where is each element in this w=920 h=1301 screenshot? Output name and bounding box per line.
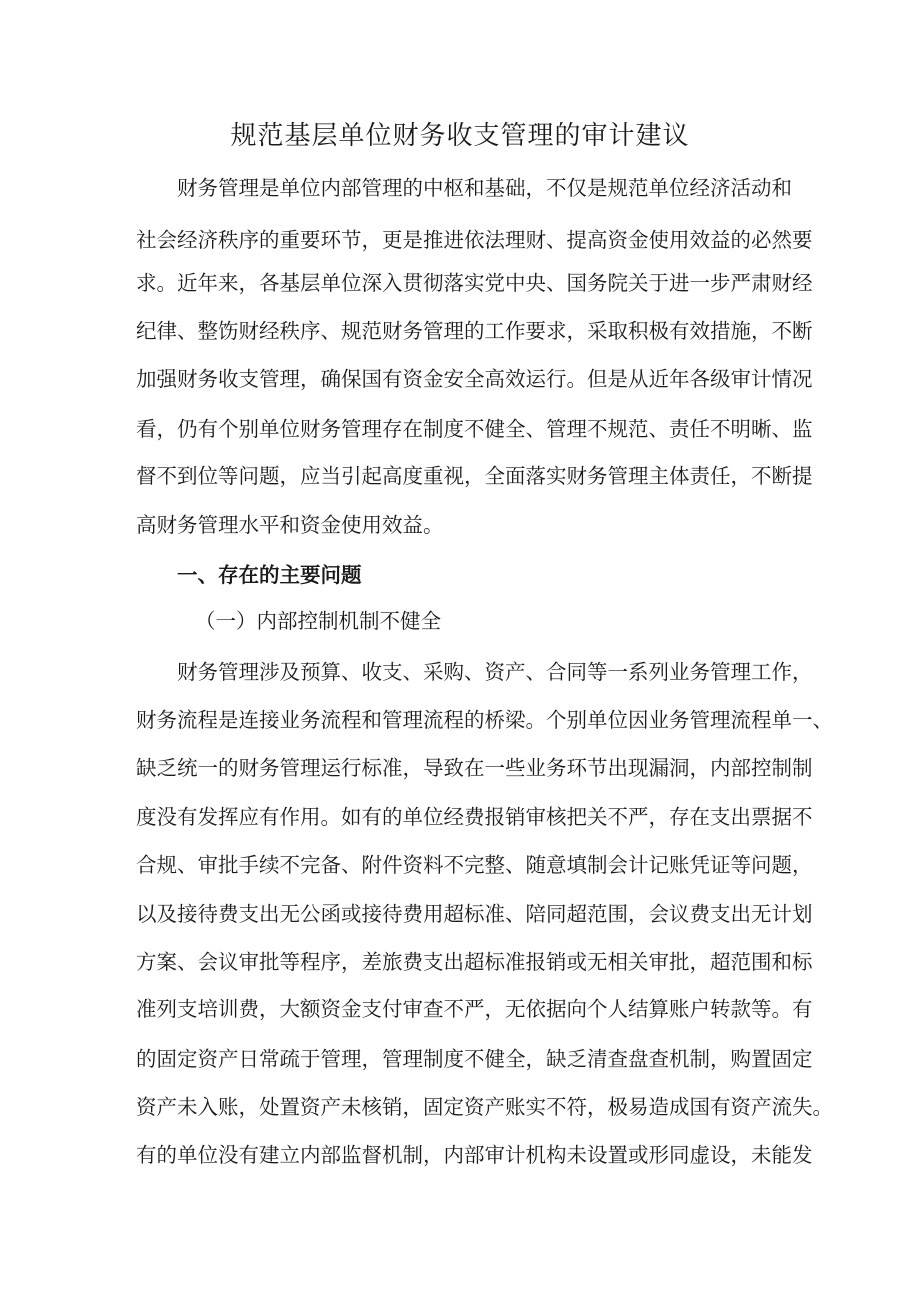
subsection-heading: （一）内部控制机制不健全 [195,609,441,633]
body-line: 以及接待费支出无公函或接待费用超标准、陪同超范围，会议费支出无计划 [136,902,813,926]
intro-line: 社会经济秩序的重要环节，更是推进依法理财、提高资金使用效益的必然要 [136,228,813,252]
body-line: 资产未入账，处置资产未核销，固定资产账实不符，极易造成国有资产流失。 [136,1095,833,1119]
body-line: 有的单位没有建立内部监督机制，内部审计机构未设置或形同虚设，未能发 [136,1143,813,1167]
intro-line: 看，仍有个别单位财务管理存在制度不健全、管理不规范、责任不明晰、监 [136,417,813,441]
intro-line: 加强财务收支管理，确保国有资金安全高效运行。但是从近年各级审计情况 [136,367,813,391]
intro-line: 财务管理是单位内部管理的中枢和基础，不仅是规范单位经济活动和 [177,176,792,200]
body-line: 财务管理涉及预算、收支、采购、资产、合同等一系列业务管理工作， [177,660,813,684]
intro-line: 督不到位等问题，应当引起高度重视，全面落实财务管理主体责任，不断提 [136,464,813,488]
body-line: 缺乏统一的财务管理运行标准，导致在一些业务环节出现漏洞，内部控制制 [136,756,813,780]
intro-line: 求。近年来，各基层单位深入贯彻落实党中央、国务院关于进一步严肃财经 [136,271,813,295]
body-line: 度没有发挥应有作用。如有的单位经费报销审核把关不严，存在支出票据不 [136,805,813,829]
body-line: 的固定资产日常疏于管理，管理制度不健全，缺乏清查盘查机制，购置固定 [136,1047,813,1071]
body-line: 合规、审批手续不完备、附件资料不完整、随意填制会计记账凭证等问题， [136,853,813,877]
document-title: 规范基层单位财务收支管理的审计建议 [230,121,690,151]
section-heading: 一、存在的主要问题 [177,563,362,587]
body-line: 准列支培训费，大额资金支付审查不严，无依据向个人结算账户转款等。有 [136,997,813,1021]
body-line: 财务流程是连接业务流程和管理流程的桥梁。个别单位因业务管理流程单一、 [136,708,833,732]
intro-line: 纪律、整饬财经秩序、规范财务管理的工作要求，采取积极有效措施，不断 [136,319,813,343]
intro-line: 高财务管理水平和资金使用效益。 [136,513,444,537]
body-line: 方案、会议审批等程序，差旅费支出超标准报销或无相关审批，超范围和标 [136,950,813,974]
